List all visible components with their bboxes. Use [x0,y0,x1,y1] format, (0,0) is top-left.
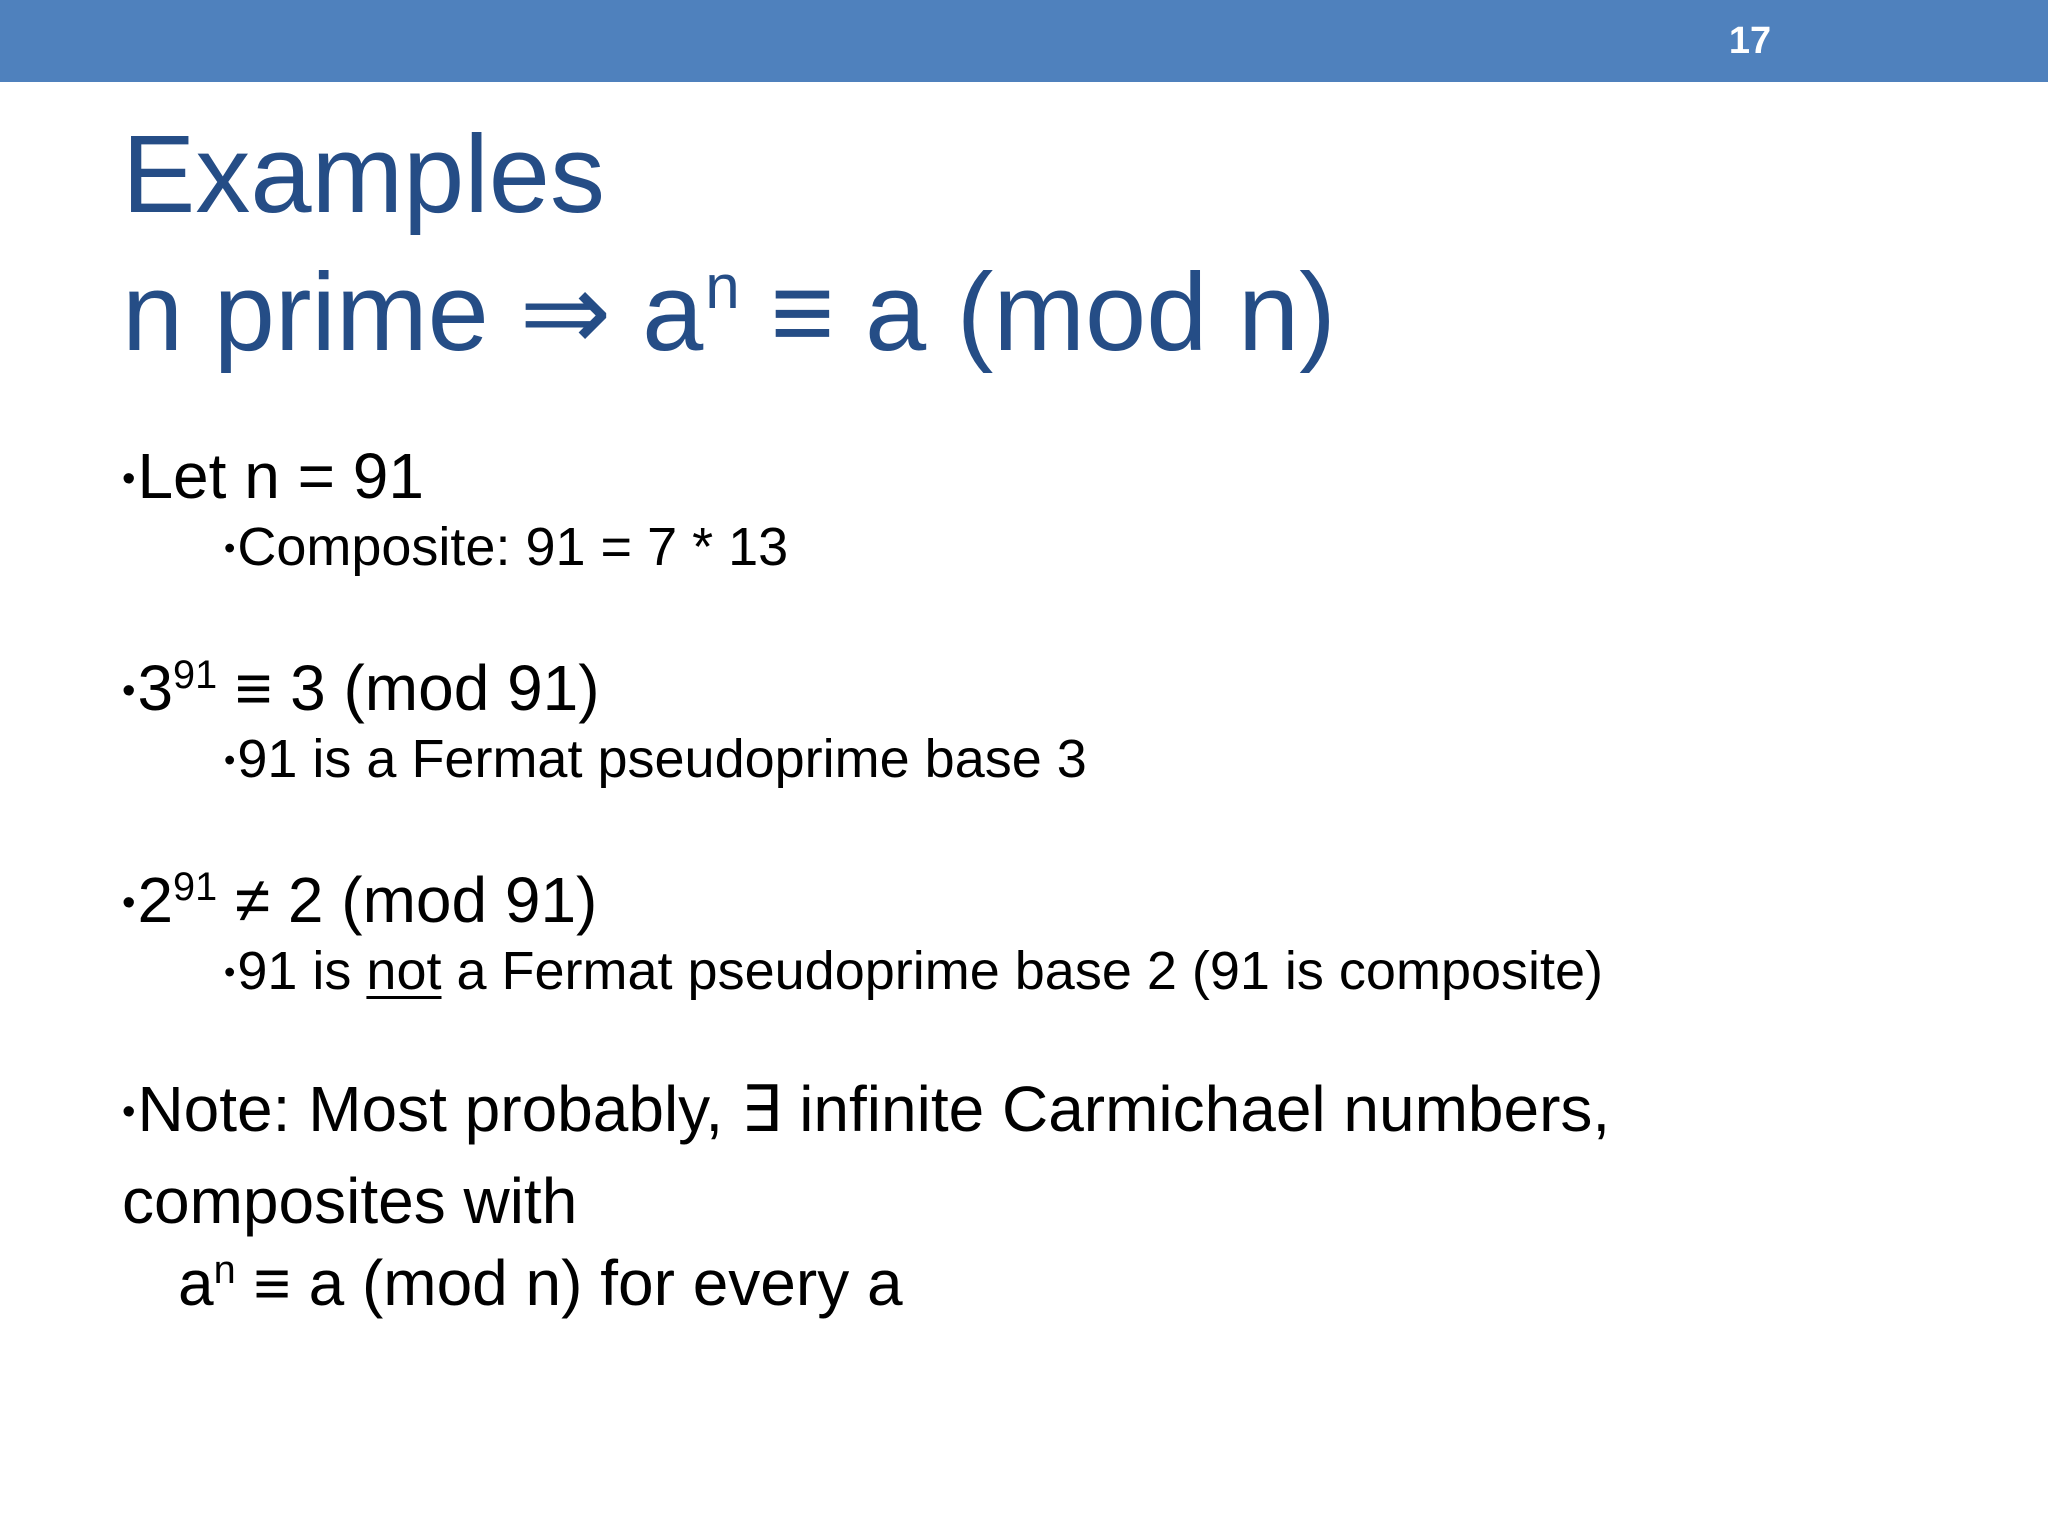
bullet-dot-icon: • [122,457,136,501]
sub-bullet-composite [224,514,788,587]
slide-number: 17 [1728,20,1772,62]
note-line-3 [122,1242,1610,1333]
bullet-let-n [122,436,424,526]
bullet-exponent: 91 [173,653,218,698]
bullet-exponent: 91 [173,865,218,910]
title-line-2-suffix: ≡ a (mod n) [739,251,1336,374]
bullet-dot-icon: • [122,881,136,925]
title-line-2 [122,244,1336,399]
note-line-2: composites with [122,1165,578,1237]
bullet-3-pow-91 [122,648,600,738]
bullet-dot-icon: • [122,1090,136,1134]
underlined-not: not [366,941,442,1001]
title-exponent: n [705,253,740,322]
sub-bullet-text: Composite: 91 = 7 * 13 [237,517,789,577]
sub-bullet-not-pseudoprime-2 [224,938,1603,1011]
bullet-text: Let n = 91 [137,440,424,512]
note-line-1 [122,1068,1610,1160]
note-exponent: n [213,1248,236,1293]
bullet-base: 3 [137,652,174,724]
title-line-2-prefix: n prime ⇒ a [122,251,704,374]
note-line-3-prefix: a [178,1247,214,1319]
bullet-dot-icon: • [122,669,136,713]
note-line-1-text: Note: Most probably, ∃ infinite Carmichael numbers, [137,1073,1611,1145]
sub-bullet-text-before: 91 is [237,941,367,1001]
title-line-1: Examples [122,113,605,236]
bullet-dot-icon: • [224,530,236,567]
sub-bullet-pseudoprime-3 [224,726,1087,799]
note-line-3-suffix: ≡ a (mod n) for every a [235,1247,903,1319]
bullet-dot-icon: • [224,742,236,779]
bullet-rest: ≠ 2 (mod 91) [217,864,598,936]
bullet-rest: ≡ 3 (mod 91) [217,652,600,724]
sub-bullet-text-after: a Fermat pseudoprime base 2 (91 is composite) [441,941,1604,1001]
bullet-2-pow-91 [122,860,597,950]
sub-bullet-text: 91 is a Fermat pseudoprime base 3 [237,729,1087,789]
note-bullet [122,1068,1610,1333]
bullet-base: 2 [137,864,174,936]
slide-title [122,106,1336,399]
bullet-dot-icon: • [224,954,236,991]
header-bar [0,0,2048,82]
